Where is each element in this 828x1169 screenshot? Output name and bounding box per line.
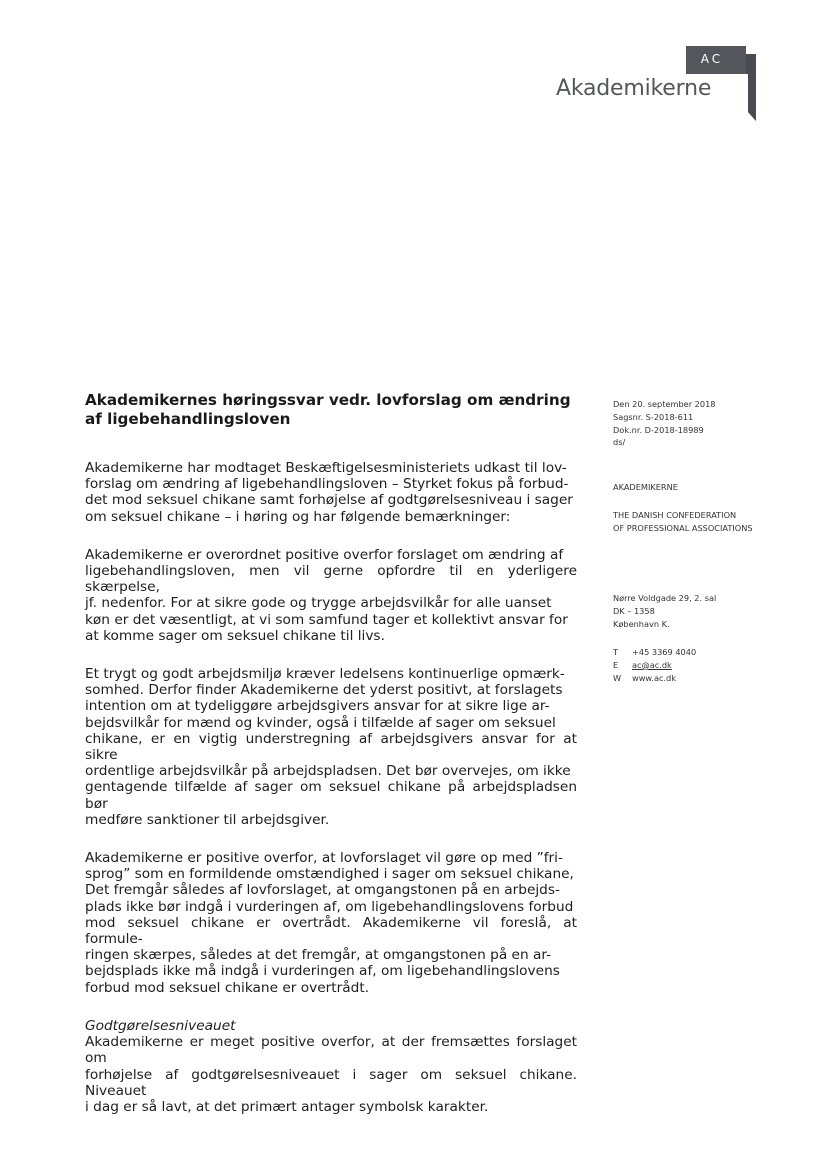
contact-phone-row: [613, 646, 696, 659]
meta-case-number: Sagsnr. S-2018-611: [613, 411, 694, 422]
paragraph-free-speech: Akademikerne er positive overfor, at lovforslaget vil gøre op med ”fri- sprog” som en formildende omstændighed i sager om seksuel chikane, Det fremgår således af lovforslaget, at omgangstonen på en arbejds- plads ikke bør indgå i vurderingen af, om ligebehandlingslovens forbud mod seksuel chikane er overtrådt. Akademikerne vil foreslå, at formule- ringen skærpes, således at det fremgår, at omgangstonen på en ar- bejdsplads ikke må indgå i vurderingen af, om ligebehandlingslovens forbud mod seksuel chikane er overtrådt.: [85, 850, 577, 996]
web-link[interactable]: www.ac.dk: [632, 672, 676, 683]
paragraph-overall: Akademikerne er overordnet positive overfor forslaget om ændring af ligebehandlingsloven, men vil gerne opfordre til en yderligere skærpelse, jf. nedenfor. For at sikre gode og trygge arbejdsvilkår for alle uanset køn er det væsentligt, at vi som samfund tager et kollektivt ansvar for at komme sager om seksuel chikane til livs.: [85, 546, 577, 644]
logo-wordmark: Akademikerne: [556, 76, 712, 101]
logo-ac-text: AC: [700, 52, 724, 66]
phone-key: T: [613, 647, 619, 657]
email-link[interactable]: ac@ac.dk: [632, 659, 672, 670]
org-name-en-line2: OF PROFESSIONAL ASSOCIATIONS: [613, 522, 753, 533]
contact-web-row: [613, 672, 696, 685]
phone-number: +45 3369 4040: [632, 647, 697, 657]
web-key: W: [613, 672, 622, 683]
meta-date: Den 20. september 2018: [613, 399, 716, 409]
paragraph-compensation: Akademikerne er meget positive overfor, at der fremsættes forslaget om forhøjelse af godtgørelsesniveauet i sager om seksuel chikane. Niveauet i dag er så lavt, at det primært antager symbolsk karakter.: [85, 1034, 577, 1115]
paragraph-work-environment: Et trygt og godt arbejdsmiljø kræver ledelsens kontinuerlige opmærk- somhed. Derfor finder Akademikerne det yderst positivt, at forslagets intention om at tydeliggøre arbejdsgivers ansvar for at sikre lige ar- bejdsvilkår for mænd og kvinder, også i tilfælde af sager om seksuel chikane, er en vigtig understregning af arbejdsgivers ansvar for at sikre ordentlige arbejdsvilkår på arbejdspladsen. Det bør overvejes, om ikke gentagende tilfælde af sager om seksuel chikane på arbejdspladsen bør medføre sanktioner til arbejdsgiver.: [85, 666, 577, 828]
email-key: E: [613, 659, 619, 670]
akademikerne-logo: [548, 46, 758, 121]
document-title: Akademikernes høringssvar vedr. lovforslag om ændring af ligebehandlingsloven: [85, 391, 571, 428]
org-name-en: [613, 509, 753, 535]
contact-email-row: [613, 659, 696, 672]
contact-block: [613, 646, 696, 684]
letter-body: [85, 460, 577, 1137]
section-heading-compensation: Godtgørelsesniveauet: [85, 1017, 236, 1034]
document-meta: [613, 398, 716, 449]
paragraph-intro: Akademikerne har modtaget Beskæftigelsesministeriets udkast til lov- forslag om ændring af ligebehandlingsloven – Styrket fokus på forbud- det mod seksuel chikane samt forhøjelse af godtgørelsesniveau i sager om seksuel chikane – i høring og har følgende bemærkninger:: [85, 460, 573, 525]
address-block: [613, 592, 716, 630]
meta-initials: ds/: [613, 437, 626, 448]
address-line2: DK – 1358: [613, 605, 655, 616]
address-line1: Nørre Voldgade 29, 2. sal: [613, 593, 717, 603]
address-line3: København K.: [613, 618, 670, 629]
org-name-en-line1: THE DANISH CONFEDERATION: [613, 510, 737, 520]
org-name-da: [613, 481, 678, 494]
org-name-da-text: AKADEMIKERNE: [613, 482, 678, 492]
meta-document-number: Dok.nr. D-2018-18989: [613, 424, 704, 435]
